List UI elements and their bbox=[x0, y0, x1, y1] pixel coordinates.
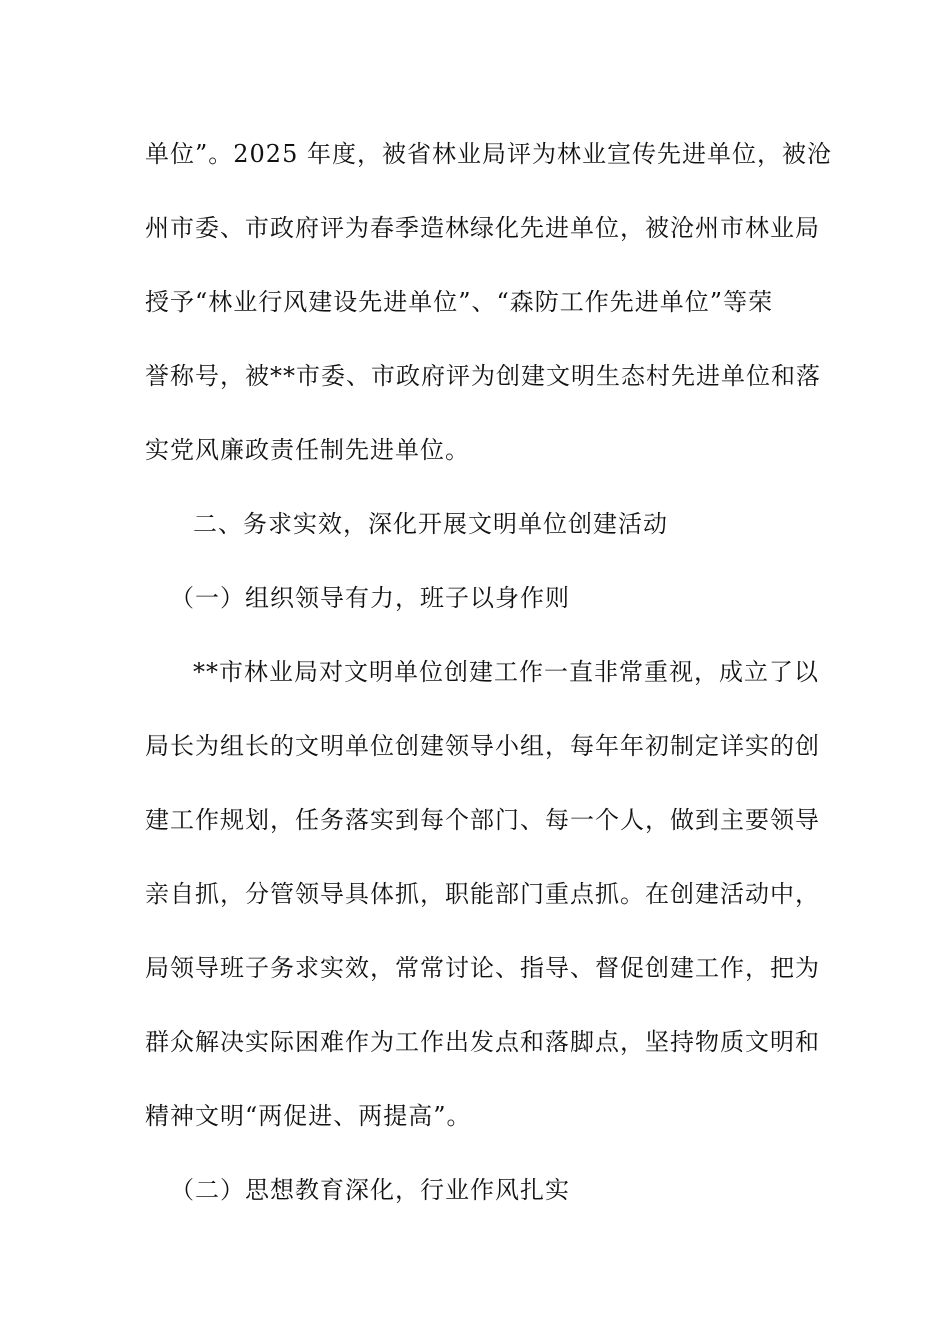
paragraph-line: 群众解决实际困难作为工作出发点和落脚点，坚持物质文明和 bbox=[145, 1028, 820, 1056]
subsection-heading: （一）组织领导有力，班子以身作则 bbox=[170, 584, 570, 612]
section-heading: 二、务求实效，深化开展文明单位创建活动 bbox=[193, 510, 668, 538]
paragraph-line: 誉称号，被**市委、市政府评为创建文明生态村先进单位和落 bbox=[145, 362, 821, 390]
paragraph-line: 实党风廉政责任制先进单位。 bbox=[145, 436, 470, 464]
paragraph-line: 局长为组长的文明单位创建领导小组，每年年初制定详实的创 bbox=[145, 732, 820, 760]
paragraph-line: **市林业局对文明单位创建工作一直非常重视，成立了以 bbox=[193, 658, 819, 686]
paragraph-line: 精神文明“两促进、两提高”。 bbox=[145, 1102, 472, 1130]
paragraph-line: 授予“林业行风建设先进单位”、“森防工作先进单位”等荣 bbox=[145, 288, 774, 316]
paragraph-line: 建工作规划，任务落实到每个部门、每一个人，做到主要领导 bbox=[145, 806, 820, 834]
paragraph-line: 州市委、市政府评为春季造林绿化先进单位，被沧州市林业局 bbox=[145, 214, 820, 242]
paragraph-line: 亲自抓，分管领导具体抓，职能部门重点抓。在创建活动中， bbox=[145, 880, 820, 908]
paragraph-line: 局领导班子务求实效，常常讨论、指导、督促创建工作，把为 bbox=[145, 954, 820, 982]
paragraph-line: 单位”。2025 年度，被省林业局评为林业宣传先进单位，被沧 bbox=[145, 140, 832, 168]
subsection-heading: （二）思想教育深化，行业作风扎实 bbox=[170, 1176, 570, 1204]
